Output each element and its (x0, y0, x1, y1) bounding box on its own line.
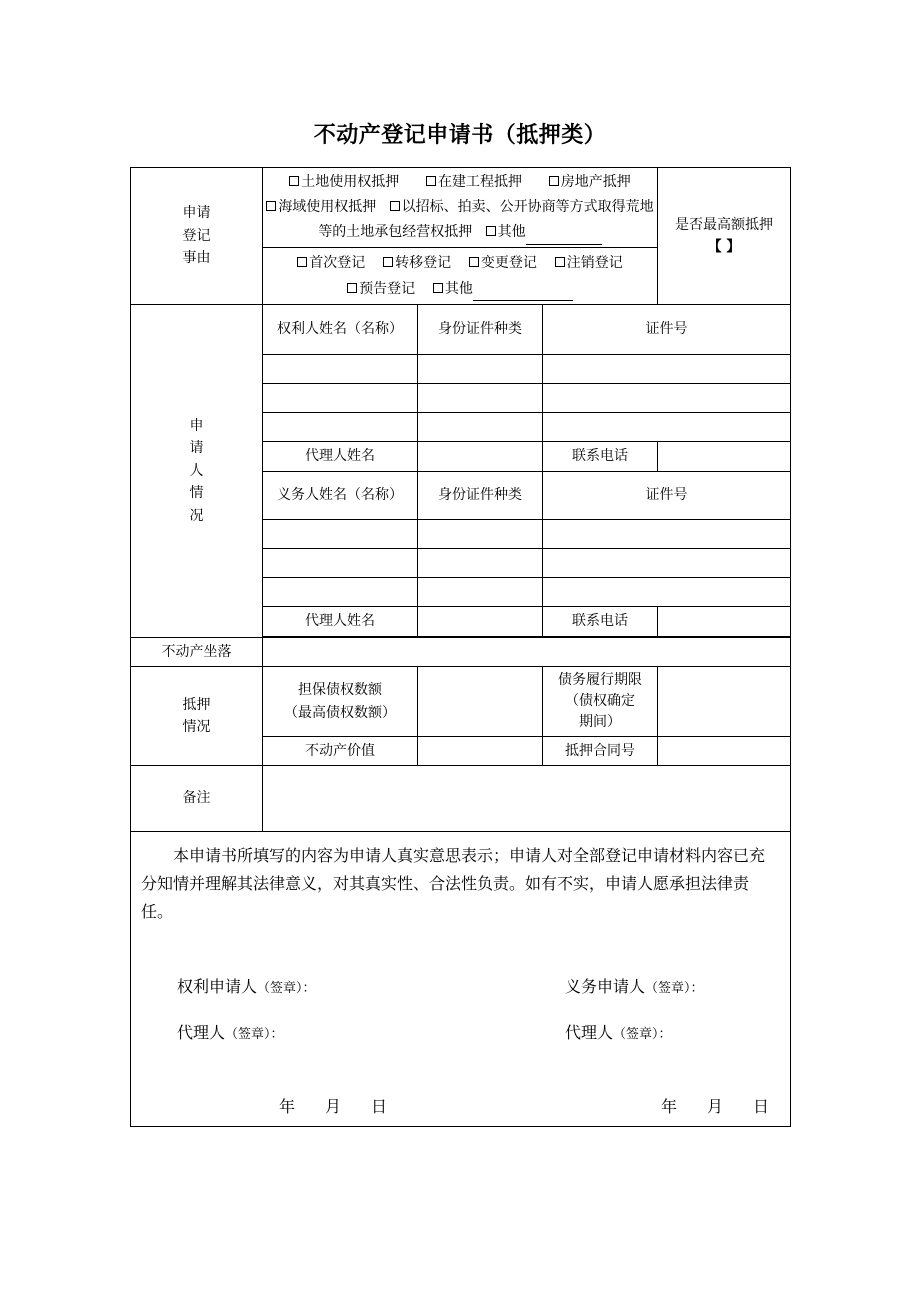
obligor-id-no-field[interactable] (543, 549, 791, 578)
obligor-id-type-field[interactable] (418, 549, 543, 578)
option-first-registration[interactable]: 首次登记 (297, 255, 365, 271)
obligee-id-type-field[interactable] (418, 413, 543, 442)
mortgage-info-label: 抵押 情况 (131, 667, 263, 766)
obligee-id-no-header: 证件号 (543, 305, 791, 355)
obligor-sign-date[interactable]: 年 月 日 (661, 1097, 770, 1116)
obligee-phone-field[interactable] (658, 442, 791, 472)
applicant-info-label: 申 请 人 情 况 (131, 305, 263, 638)
obligor-id-no-field[interactable] (543, 578, 791, 607)
mortgage-type-options (263, 168, 658, 248)
obligee-name-field[interactable] (263, 355, 418, 384)
obligor-name-field[interactable] (263, 549, 418, 578)
obligee-name-field[interactable] (263, 384, 418, 413)
obligee-name-field[interactable] (263, 413, 418, 442)
obligor-agent-label: 代理人姓名 (263, 607, 418, 637)
obligor-name-field[interactable] (263, 520, 418, 549)
checkbox-icon[interactable] (469, 257, 479, 267)
remarks-field[interactable] (263, 766, 791, 832)
debt-term-label: 债务履行期限 （债权确定 期间） (543, 667, 658, 737)
checkbox-icon[interactable] (486, 226, 496, 236)
option-advance-registration[interactable]: 预告登记 (347, 281, 415, 297)
obligor-name-header: 义务人姓名（名称） (263, 472, 418, 520)
obligor-id-type-field[interactable] (418, 520, 543, 549)
checkbox-icon[interactable] (549, 176, 559, 186)
obligee-sign-date[interactable]: 年 月 日 (279, 1097, 388, 1116)
option-construction-mortgage[interactable]: 在建工程抵押 (426, 174, 522, 190)
obligor-phone-field[interactable] (658, 607, 791, 637)
checkbox-icon[interactable] (347, 283, 357, 293)
obligee-name-header: 权利人姓名（名称） (263, 305, 418, 355)
registration-matter-label: 申请 登记 事由 (131, 168, 263, 305)
obligee-id-type-field[interactable] (418, 355, 543, 384)
obligee-agent-signature[interactable]: 代理人（签章）： (177, 1023, 284, 1042)
obligee-id-type-header: 身份证件种类 (418, 305, 543, 355)
obligee-id-type-field[interactable] (418, 384, 543, 413)
obligee-id-no-field[interactable] (543, 413, 791, 442)
property-value-label: 不动产价值 (263, 737, 418, 766)
max-amount-mortgage-cell (658, 168, 791, 305)
obligor-id-no-header: 证件号 (543, 472, 791, 520)
option-other-registration[interactable]: 其他 (433, 281, 573, 297)
obligee-applicant-signature[interactable]: 权利申请人（签章）： (177, 977, 316, 996)
checkbox-icon[interactable] (555, 257, 565, 267)
registration-type-options (263, 248, 658, 305)
obligor-id-no-field[interactable] (543, 520, 791, 549)
debt-term-field[interactable] (658, 667, 791, 737)
contract-no-label: 抵押合同号 (543, 737, 658, 766)
option-cancel-registration[interactable]: 注销登记 (555, 255, 623, 271)
option-transfer-registration[interactable]: 转移登记 (383, 255, 451, 271)
obligor-name-field[interactable] (263, 578, 418, 607)
remarks-label: 备注 (131, 766, 263, 832)
obligor-id-type-header: 身份证件种类 (418, 472, 543, 520)
obligor-agent-field[interactable] (418, 607, 543, 637)
obligor-phone-label: 联系电话 (543, 607, 658, 637)
application-form-table (130, 167, 791, 1127)
max-amount-bracket[interactable]: 【 】 (707, 239, 741, 255)
obligee-agent-label: 代理人姓名 (263, 442, 418, 472)
obligee-id-no-field[interactable] (543, 355, 791, 384)
checkbox-icon[interactable] (289, 176, 299, 186)
property-location-label: 不动产坐落 (131, 638, 263, 667)
max-amount-label: 是否最高额抵押 (675, 216, 773, 233)
option-real-estate-mortgage[interactable]: 房地产抵押 (549, 174, 631, 190)
checkbox-icon[interactable] (390, 201, 400, 211)
option-change-registration[interactable]: 变更登记 (469, 255, 537, 271)
secured-amount-label: 担保债权数额 （最高债权数额） (263, 667, 418, 737)
obligee-agent-field[interactable] (418, 442, 543, 472)
other-mortgage-blank[interactable] (526, 219, 602, 245)
checkbox-icon[interactable] (297, 257, 307, 267)
property-value-field[interactable] (418, 737, 543, 766)
checkbox-icon[interactable] (266, 201, 276, 211)
declaration-section (131, 832, 791, 1127)
page-title: 不动产登记申请书（抵押类） (313, 122, 607, 148)
checkbox-icon[interactable] (383, 257, 393, 267)
property-location-field[interactable] (263, 638, 791, 667)
obligee-phone-label: 联系电话 (543, 442, 658, 472)
checkbox-icon[interactable] (433, 283, 443, 293)
option-sea-area-mortgage[interactable]: 海域使用权抵押 (266, 199, 376, 215)
declaration-text: 本申请书所填写的内容为申请人真实意思表示；申请人对全部登记申请材料内容已充分知情并理解其法律意义，对其真实性、合法性负责。如有不实，申请人愿承担法律责任。 (141, 846, 766, 921)
checkbox-icon[interactable] (426, 176, 436, 186)
contract-no-field[interactable] (658, 737, 791, 766)
option-land-contract-mortgage[interactable]: 以招标、拍卖、公开协商等方式取得荒地等的土地承包经营权抵押 (318, 198, 654, 241)
obligor-id-type-field[interactable] (418, 578, 543, 607)
option-land-use-mortgage[interactable]: 土地使用权抵押 (289, 174, 399, 190)
other-registration-blank[interactable] (473, 276, 573, 302)
obligor-agent-signature[interactable]: 代理人（签章）： (565, 1023, 672, 1042)
obligee-id-no-field[interactable] (543, 384, 791, 413)
secured-amount-field[interactable] (418, 667, 543, 737)
obligor-applicant-signature[interactable]: 义务申请人（签章）： (565, 977, 704, 996)
option-other-mortgage[interactable]: 其他 (486, 224, 602, 240)
